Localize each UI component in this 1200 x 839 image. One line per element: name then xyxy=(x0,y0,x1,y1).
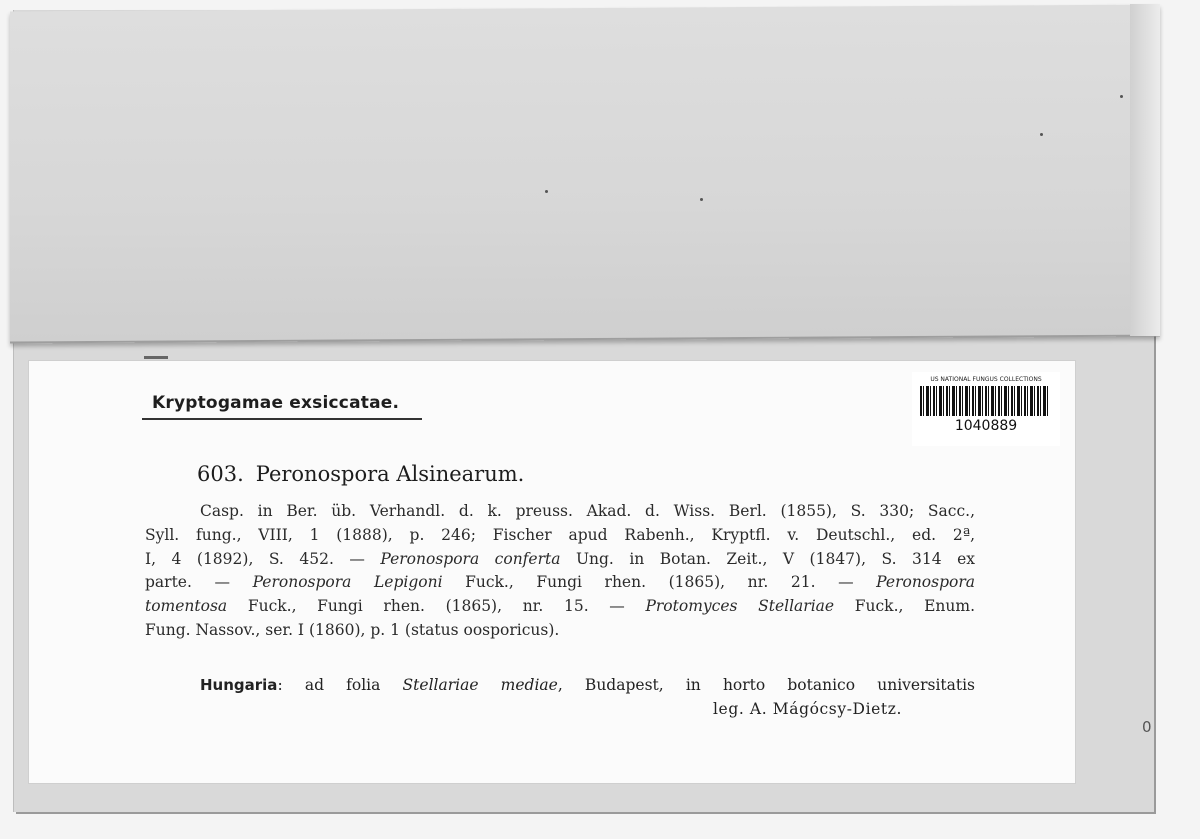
citation-line: parte. — Peronospora Lepigoni Fuck., Fungi rhen. (1865), nr. 21. — Peronospora xyxy=(145,573,975,592)
barcode-label xyxy=(912,372,1060,446)
locality-line: Hungaria: ad folia Stellariae mediae, Budapest, in horto botanico universitatis xyxy=(200,676,976,694)
barcode-number: 1040889 xyxy=(954,418,1018,434)
citation-paragraph xyxy=(145,500,975,643)
label-dash xyxy=(144,356,168,359)
locality-country: Hungaria xyxy=(200,676,278,694)
citation-line: tomentosa Fuck., Fungi rhen. (1865), nr. 15. — Protomyces Stellariae Fuck., Enum. xyxy=(145,597,975,616)
specimen-title xyxy=(197,462,524,486)
paper-speck xyxy=(545,190,548,193)
citation-line: Syll. fung., VIII, 1 (1888), p. 246; Fischer apud Rabenh., Kryptfl. v. Deutschl., ed. 2ª, xyxy=(145,525,975,544)
margin-mark: 0 xyxy=(1142,718,1152,736)
series-underline xyxy=(142,418,422,420)
barcode-caption: US NATIONAL FUNGUS COLLECTIONS xyxy=(930,376,1042,383)
citation-line: Fung. Nassov., ser. I (1860), p. 1 (status oosporicus). xyxy=(145,620,560,639)
paper-speck xyxy=(700,198,703,201)
specimen-name: Peronospora Alsinearum. xyxy=(255,462,525,486)
host-name: Stellariae mediae xyxy=(402,676,558,694)
series-title: Kryptogamae exsiccatae. xyxy=(152,393,400,413)
paper-speck xyxy=(1120,95,1123,98)
specimen-number: 603. xyxy=(197,462,244,486)
flap-edge xyxy=(1130,4,1160,336)
citation-line: Casp. in Ber. üb. Verhandl. d. k. preuss. Akad. d. Wiss. Berl. (1855), S. 330; Sacc., xyxy=(200,502,975,520)
collector: leg. A. Mágócsy-Dietz. xyxy=(713,700,903,718)
paper-speck xyxy=(1040,133,1043,136)
packet-flap xyxy=(10,4,1160,343)
barcode-icon xyxy=(920,386,1050,416)
citation-line: I, 4 (1892), S. 452. — Peronospora conferta Ung. in Botan. Zeit., V (1847), S. 314 ex xyxy=(145,549,975,568)
